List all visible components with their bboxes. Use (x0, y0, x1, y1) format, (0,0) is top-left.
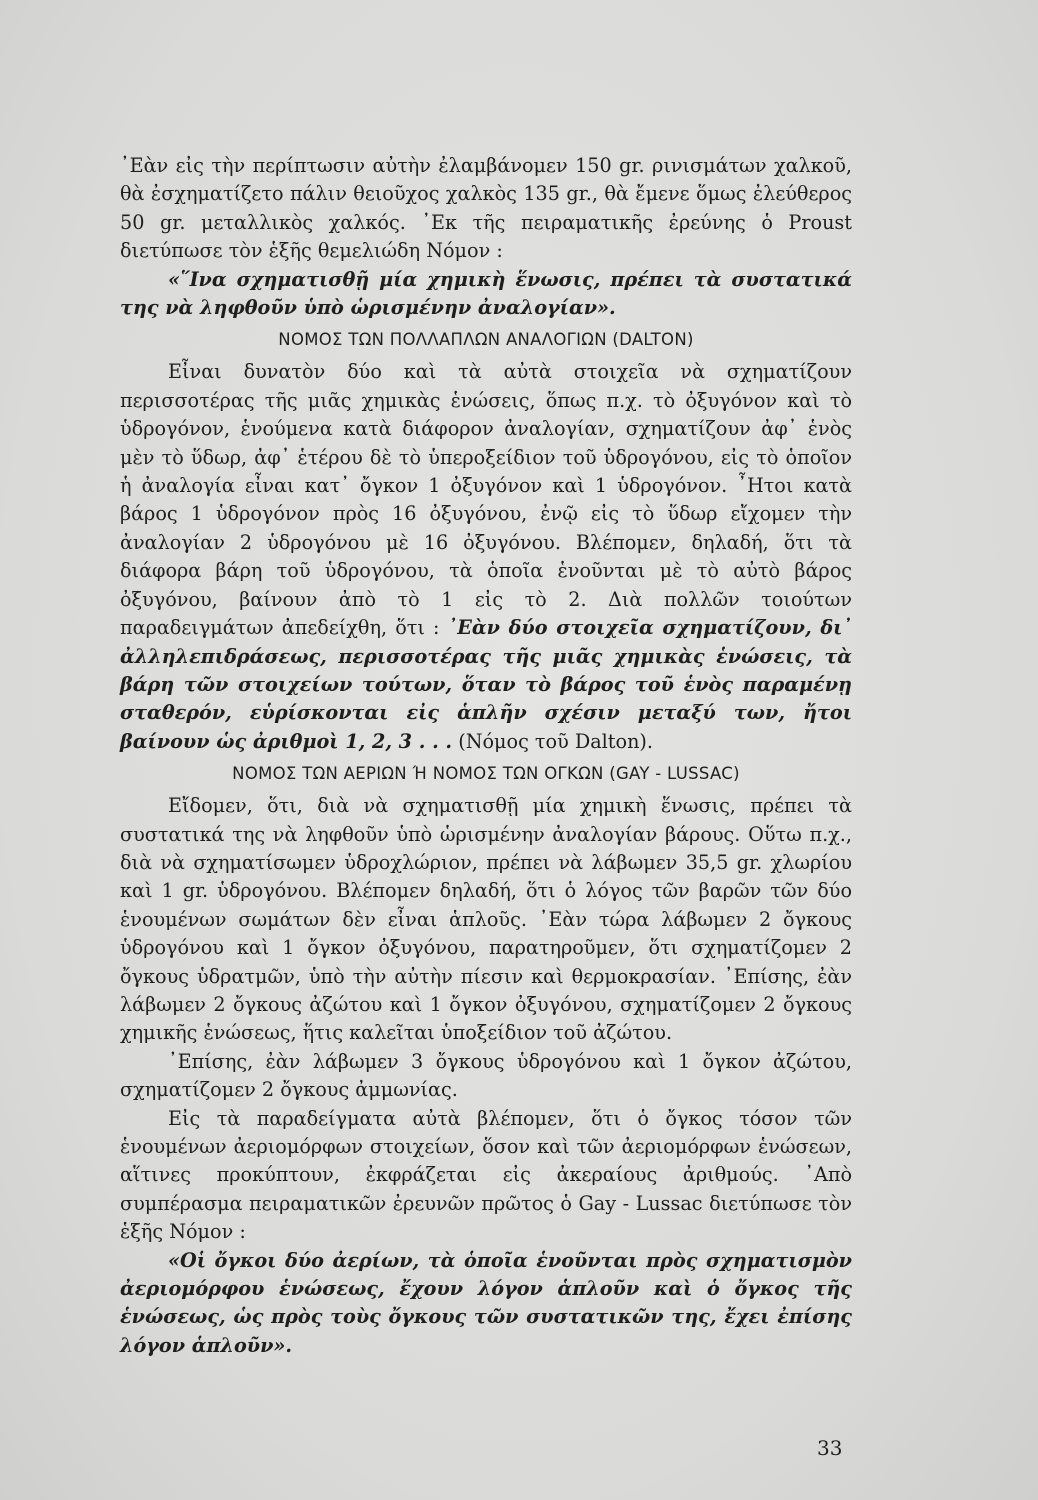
intro-paragraph (120, 152, 852, 266)
section-heading-dalton: ΝΟΜΟΣ ΤΩΝ ΠΟΛΛΑΠΛΩΝ ΑΝΑΛΟΓΙΩΝ (DALTON) (278, 330, 694, 350)
dalton-law-statement: ᾿Εὰν δύο στοιχεῖα σχηματίζουν, δι᾿ ἀλληλεπιδράσεως, περισσοτέρας τῆς μιᾶς χημικὰς ἑνώσεις, τὰ βάρη τῶν στοιχείων τούτων, ὅταν τὸ βάρος τοῦ ἑνὸς παραμένῃ σταθερόν, εὑρίσκονται εἰς ἁπλῆν σχέσιν μεταξύ των, ἤτοι βαίνουν ὡς ἀριθμοὶ 1, 2, 3 . . . (120, 616, 853, 753)
gay-lussac-law-statement: «Οἱ ὄγκοι δύο ἀερίων, τὰ ὁποῖα ἑνοῦνται πρὸς σχηματισμὸν ἀεριομόρφου ἑνώσεως, ἔχουν λόγον ἁπλοῦν καὶ ὁ ὄγκος τῆς ἑνώσεως, ὡς πρὸς τοὺς ὄγκους τῶν συστατικῶν της, ἔχει ἐπίσης λόγον ἁπλοῦν». (120, 1248, 852, 1357)
dalton-paragraph (120, 358, 852, 756)
gas-paragraph-1: Εἴδομεν, ὅτι, διὰ νὰ σχηματισθῇ μία χημικὴ ἕνωσις, πρέπει τὰ συστατικά της νὰ ληφθοῦν ὑπὸ ὡρισμένην ἀναλογίαν βάρους. Οὕτω π.χ., διὰ νὰ σχηματίσωμεν ὑδροχλώριον, πρέπει νὰ λάβωμεν 35,5 gr. χλωρίου καὶ 1 gr. ὑδρογόνου. Βλέπομεν δηλαδή, ὅτι ὁ λόγος τῶν βαρῶν τῶν δύο ἑνουμένων σωμάτων δὲν εἶναι ἁπλοῦς. ᾿Εὰν τώρα λάβωμεν 2 ὄγκους ὑδρογόνου καὶ 1 ὄγκον ὀξυγόνου, παρατηροῦμεν, ὅτι σχηματίζομεν 2 ὄγκους ὑδρατμῶν, ὑπὸ τὴν αὐτὴν πίεσιν καὶ θερμοκρασίαν. ᾿Επίσης, ἐὰν λάβωμεν 2 ὄγκους ἀζώτου καὶ 1 ὄγκον ὀξυγόνου, σχηματίζομεν 2 ὄγκους χημικῆς ἑνώσεως, ἥτις καλεῖται ὑποξείδιον τοῦ ἀζώτου. (120, 794, 852, 1045)
intro-text: ᾿Εὰν εἰς τὴν περίπτωσιν αὐτὴν ἐλαμβάνομεν 150 gr. ρινισμάτων χαλκοῦ, θὰ ἐσχηματίζετο πάλιν θειοῦχος χαλκὸς 135 gr., θὰ ἔμενε ὅμως ἐλεύθερος 50 gr. μεταλλικὸς χαλκός. ᾿Εκ τῆς πειραματικῆς ἐρεύνης ὁ Proust διετύπωσε τὸν ἑξῆς θεμελιώδη Νόμον : (120, 154, 852, 263)
dalton-attribution: (Νόμος τοῦ Dalton). (458, 729, 654, 753)
dalton-text: Εἶναι δυνατὸν δύο καὶ τὰ αὐτὰ στοιχεῖα νὰ σχηματίζουν περισσοτέρας τῆς μιᾶς χημικὰς ἑνώσεις, ὅπως π.χ. τὸ ὀξυγόνον καὶ τὸ ὑδρογόνον, ἑνούμενα κατὰ διάφορον ἀναλογίαν, σχηματίζουν ἀφ᾿ ἑνὸς μὲν τὸ ὕδωρ, ἀφ᾿ ἑτέρου δὲ τὸ ὑπεροξείδιον τοῦ ὑδρογόνου, εἰς τὸ ὁποῖον ἡ ἀναλογία εἶναι κατ᾿ ὄγκον 1 ὀξυγόνον καὶ 1 ὑδρογόνον. ῏Ητοι κατὰ βάρος 1 ὑδρογόνον πρὸς 16 ὀξυγόνου, ἐνῷ εἰς τὸ ὕδωρ εἴχομεν τὴν ἀναλογίαν 2 ὑδρογόνου μὲ 16 ὀξυγόνου. Βλέπομεν, δηλαδή, ὅτι τὰ διάφορα βάρη τοῦ ὑδρογόνου, τὰ ὁποῖα ἑνοῦνται μὲ τὸ αὐτὸ βάρος ὀξυγόνου, βαίνουν ἀπὸ τὸ 1 εἰς τὸ 2. Διὰ πολλῶν τοιούτων παραδειγμάτων ἀπεδείχθη, ὅτι : (120, 360, 852, 640)
gas-paragraph-2: ᾿Επίσης, ἐὰν λάβωμεν 3 ὄγκους ὑδρογόνου καὶ 1 ὄγκον ἀζώτου, σχηματίζομεν 2 ὄγκους ἀμμωνίας. (120, 1049, 852, 1102)
section-heading-gay-lussac: ΝΟΜΟΣ ΤΩΝ ΑΕΡΙΩΝ Ή ΝΟΜΟΣ ΤΩΝ ΟΓΚΩΝ (GAY - LUSSAC) (232, 764, 740, 784)
proust-law-statement: «῞Ινα σχηματισθῇ μία χημικὴ ἕνωσις, πρέπει τὰ συστατικά της νὰ ληφθοῦν ὑπὸ ὡρισμένην ἀναλογίαν». (120, 267, 852, 320)
page-number: 33 (817, 1436, 843, 1460)
gas-paragraph-3: Εἰς τὰ παραδείγματα αὐτὰ βλέπομεν, ὅτι ὁ ὄγκος τόσον τῶν ἑνουμένων ἀεριομόρφων στοιχείων, ὅσον καὶ τῶν ἀεριομόρφων ἑνώσεων, αἵτινες προκύπτουν, ἐκφράζεται εἰς ἀκεραίους ἀριθμούς. ᾿Απὸ συμπέρασμα πειραματικῶν ἐρευνῶν πρῶτος ὁ Gay - Lussac διετύπωσε τὸν ἑξῆς Νόμον : (120, 1106, 852, 1244)
text-block (120, 152, 852, 1360)
